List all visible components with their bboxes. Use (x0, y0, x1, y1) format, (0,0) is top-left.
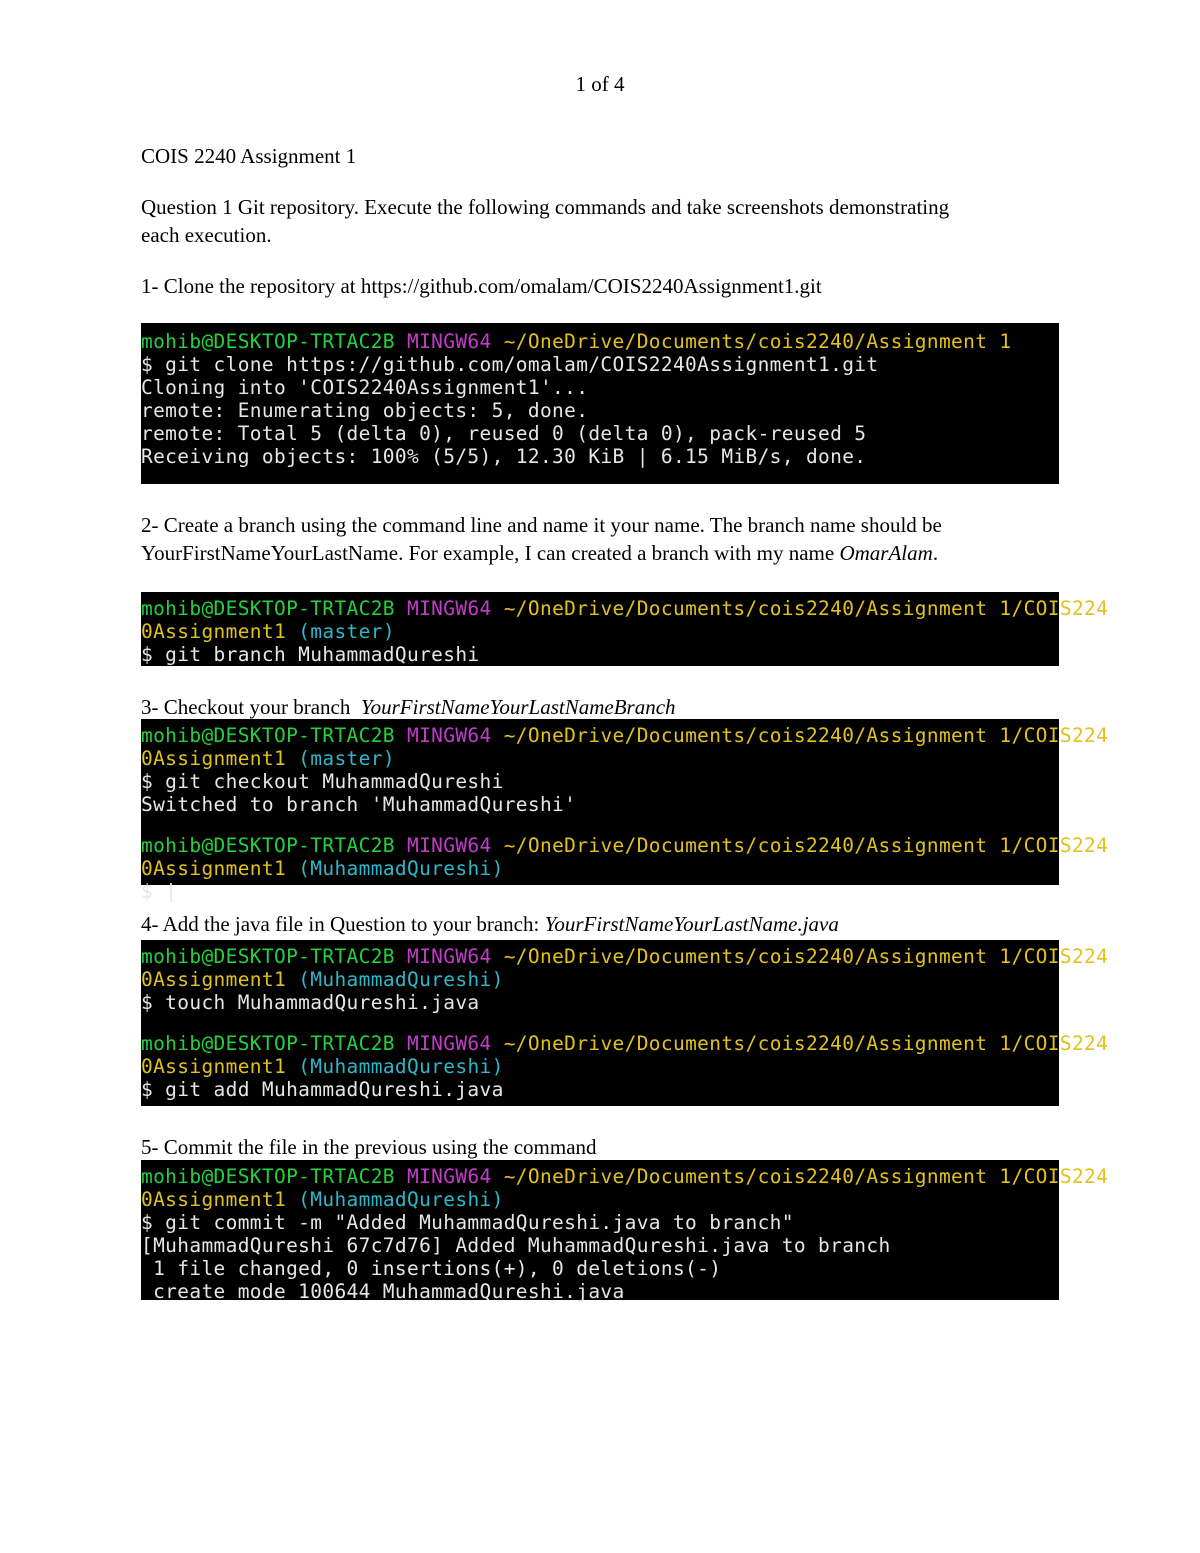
prompt-path: ~/OneDrive/Documents/cois2240/Assignment 1/COIS224 (503, 834, 1109, 857)
step-2-line-2-suffix: . (932, 541, 939, 565)
terminal-prompt-continued (141, 968, 1059, 991)
terminal-screenshot-checkout (141, 719, 1109, 903)
prompt-path: ~/OneDrive/Documents/cois2240/Assignment 1/COIS224 (503, 597, 1109, 620)
terminal-command: $ git branch MuhammadQureshi (141, 643, 480, 666)
prompt-path: ~/OneDrive/Documents/cois2240/Assignment 1/COIS224 (503, 945, 1109, 968)
step-2-line-2-prefix: YourFirstNameYourLastName. For example, I can created a branch with my name (141, 541, 840, 565)
terminal-prompt (141, 834, 1109, 857)
prompt-msys: MINGW64 (406, 597, 492, 620)
prompt-branch: (master) (298, 747, 395, 770)
terminal-output: Receiving objects: 100% (5/5), 12.30 KiB | 6.15 MiB/s, done. (141, 445, 867, 468)
prompt-user: mohib@DESKTOP-TRTAC2B (141, 724, 395, 747)
terminal-prompt-continued (141, 620, 1059, 643)
step-2-line-2 (141, 539, 1061, 567)
terminal-prompt (141, 597, 1109, 620)
terminal-blank-line (141, 1014, 1059, 1032)
terminal-prompt (141, 724, 1109, 747)
prompt-path: ~/OneDrive/Documents/cois2240/Assignment 1/COIS224 (503, 1165, 1109, 1188)
terminal-prompt-continued (141, 747, 1059, 770)
question-intro-line-1: Question 1 Git repository. Execute the following commands and take screenshots demonstrating (141, 195, 950, 219)
terminal-prompt-continued (141, 1055, 1059, 1078)
step-3-branch-placeholder: YourFirstNameYourLastNameBranch (360, 695, 676, 719)
prompt-path-continued: 0Assignment1 (141, 620, 287, 643)
step-2-text (141, 511, 1061, 567)
prompt-branch: (master) (298, 620, 395, 643)
prompt-user: mohib@DESKTOP-TRTAC2B (141, 330, 395, 353)
example-branch-name: OmarAlam (839, 541, 933, 565)
prompt-user: mohib@DESKTOP-TRTAC2B (141, 945, 395, 968)
prompt-user: mohib@DESKTOP-TRTAC2B (141, 1165, 395, 1188)
prompt-msys: MINGW64 (406, 1165, 492, 1188)
prompt-msys: MINGW64 (406, 834, 492, 857)
prompt-path-continued: 0Assignment1 (141, 857, 287, 880)
prompt-msys: MINGW64 (406, 945, 492, 968)
terminal-command: $ git add MuhammadQureshi.java (141, 1078, 504, 1101)
step-4-prefix: 4- Add the java file in Question to your branch: (141, 912, 545, 936)
question-intro (141, 193, 1061, 249)
terminal-command: $ touch MuhammadQureshi.java (141, 991, 480, 1014)
prompt-path: ~/OneDrive/Documents/cois2240/Assignment 1/COIS224 (503, 1032, 1109, 1055)
step-4-file-placeholder: YourFirstNameYourLastName.java (544, 912, 839, 936)
terminal-prompt (141, 945, 1109, 968)
terminal-output: Cloning into 'COIS2240Assignment1'... (141, 376, 589, 399)
terminal-command: $ git commit -m "Added MuhammadQureshi.java to branch" (141, 1211, 794, 1234)
prompt-branch: (MuhammadQureshi) (298, 857, 504, 880)
terminal-command: $ git checkout MuhammadQureshi (141, 770, 504, 793)
prompt-path: ~/OneDrive/Documents/cois2240/Assignment 1 (503, 330, 1012, 353)
prompt-path-continued: 0Assignment1 (141, 1055, 287, 1078)
terminal-output: remote: Total 5 (delta 0), reused 0 (delta 0), pack-reused 5 (141, 422, 867, 445)
page-number: 1 of 4 (575, 72, 625, 96)
prompt-msys: MINGW64 (406, 724, 492, 747)
prompt-user: mohib@DESKTOP-TRTAC2B (141, 834, 395, 857)
prompt-path-continued: 0Assignment1 (141, 968, 287, 991)
prompt-path-continued: 0Assignment1 (141, 1188, 287, 1211)
prompt-msys: MINGW64 (406, 330, 492, 353)
terminal-screenshot-commit (141, 1160, 1109, 1303)
terminal-screenshot-add (141, 940, 1109, 1106)
terminal-output: 1 file changed, 0 insertions(+), 0 deletions(-) (141, 1257, 722, 1280)
terminal-command: $ git clone https://github.com/omalam/COIS2240Assignment1.git (141, 353, 879, 376)
step-3-text (141, 693, 1061, 721)
terminal-output: create mode 100644 MuhammadQureshi.java (141, 1280, 625, 1303)
terminal-screenshot-clone (141, 323, 1059, 484)
step-4-text (141, 910, 1061, 938)
prompt-path: ~/OneDrive/Documents/cois2240/Assignment 1/COIS224 (503, 724, 1109, 747)
terminal-screenshot-branch (141, 592, 1109, 666)
prompt-branch: (MuhammadQureshi) (298, 1188, 504, 1211)
step-1-text: 1- Clone the repository at https://github.com/omalam/COIS2240Assignment1.git (141, 274, 822, 298)
document-title: COIS 2240 Assignment 1 (141, 144, 357, 168)
terminal-output: remote: Enumerating objects: 5, done. (141, 399, 589, 422)
question-intro-line-2: each execution. (141, 223, 272, 247)
prompt-branch: (MuhammadQureshi) (298, 1055, 504, 1078)
terminal-blank-line (141, 816, 1059, 834)
terminal-prompt (141, 1165, 1109, 1188)
step-5-text: 5- Commit the file in the previous using the command (141, 1135, 597, 1159)
prompt-path-continued: 0Assignment1 (141, 747, 287, 770)
prompt-branch: (MuhammadQureshi) (298, 968, 504, 991)
terminal-prompt (141, 330, 1059, 353)
terminal-output: [MuhammadQureshi 67c7d76] Added MuhammadQureshi.java to branch (141, 1234, 891, 1257)
prompt-user: mohib@DESKTOP-TRTAC2B (141, 597, 395, 620)
prompt-user: mohib@DESKTOP-TRTAC2B (141, 1032, 395, 1055)
step-3-prefix: 3- Checkout your branch (141, 695, 361, 719)
terminal-prompt (141, 1032, 1109, 1055)
terminal-output: Switched to branch 'MuhammadQureshi' (141, 793, 577, 816)
terminal-prompt-continued (141, 857, 1059, 880)
terminal-prompt-continued (141, 1188, 1059, 1211)
step-2-line-1: 2- Create a branch using the command line and name it your name. The branch name should be (141, 513, 942, 537)
prompt-msys: MINGW64 (406, 1032, 492, 1055)
terminal-cursor-line: $ | (141, 880, 178, 903)
